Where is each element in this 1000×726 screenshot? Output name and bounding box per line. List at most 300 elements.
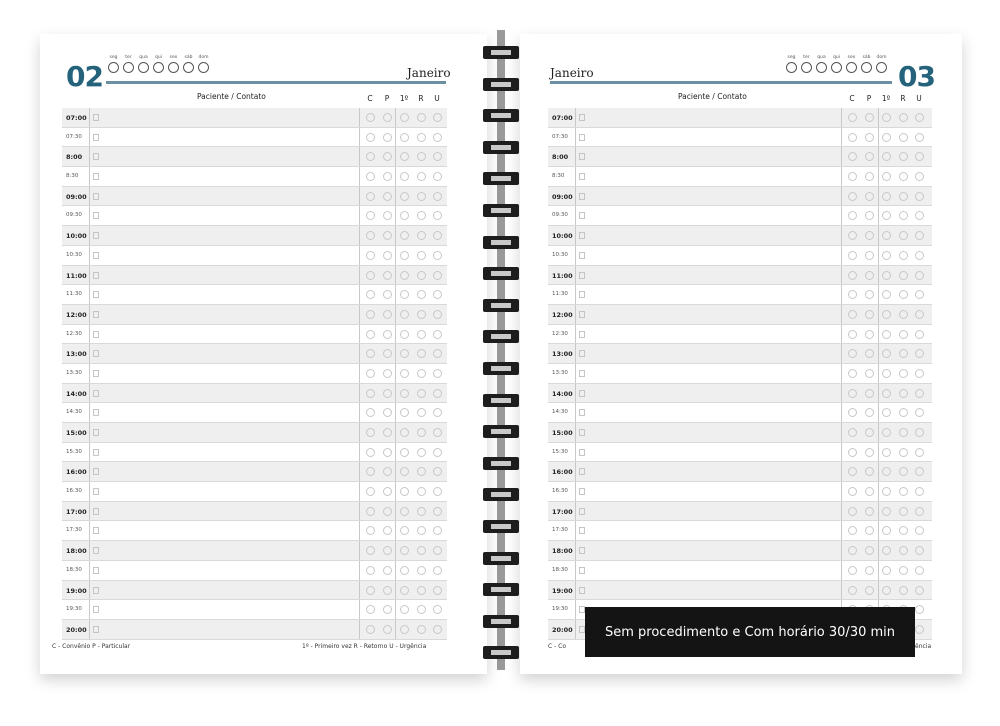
option-circle[interactable] xyxy=(865,211,874,220)
option-circle[interactable] xyxy=(433,290,442,299)
time-slot-row[interactable] xyxy=(548,403,932,423)
option-circle[interactable] xyxy=(865,408,874,417)
weekday-option[interactable] xyxy=(167,54,180,73)
patient-checkbox[interactable] xyxy=(579,232,585,239)
option-circle[interactable] xyxy=(366,231,375,240)
option-circle[interactable] xyxy=(865,526,874,535)
option-circle[interactable] xyxy=(417,566,426,575)
option-circle[interactable] xyxy=(417,211,426,220)
patient-checkbox[interactable] xyxy=(579,409,585,416)
option-circle[interactable] xyxy=(882,349,891,358)
option-circle[interactable] xyxy=(417,428,426,437)
weekday-option[interactable] xyxy=(845,54,858,73)
option-circle[interactable] xyxy=(433,566,442,575)
time-slot-row[interactable] xyxy=(62,167,447,187)
option-circle[interactable] xyxy=(848,428,857,437)
patient-checkbox[interactable] xyxy=(579,429,585,436)
option-circle[interactable] xyxy=(366,113,375,122)
weekday-option[interactable] xyxy=(830,54,843,73)
option-circle[interactable] xyxy=(366,467,375,476)
option-circle[interactable] xyxy=(383,271,392,280)
option-circle[interactable] xyxy=(865,546,874,555)
patient-checkbox[interactable] xyxy=(579,508,585,515)
option-circle[interactable] xyxy=(433,133,442,142)
option-circle[interactable] xyxy=(915,290,924,299)
option-circle[interactable] xyxy=(383,389,392,398)
patient-checkbox[interactable] xyxy=(579,547,585,554)
time-slot-row[interactable] xyxy=(62,344,447,364)
option-circle[interactable] xyxy=(433,408,442,417)
patient-checkbox[interactable] xyxy=(579,291,585,298)
option-circle[interactable] xyxy=(899,152,908,161)
option-circle[interactable] xyxy=(417,271,426,280)
option-circle[interactable] xyxy=(417,192,426,201)
weekday-circle[interactable] xyxy=(108,62,119,73)
option-circle[interactable] xyxy=(383,507,392,516)
option-circle[interactable] xyxy=(865,330,874,339)
time-slot-row[interactable] xyxy=(548,443,932,463)
option-circle[interactable] xyxy=(417,369,426,378)
option-circle[interactable] xyxy=(366,605,375,614)
option-circle[interactable] xyxy=(848,467,857,476)
option-circle[interactable] xyxy=(865,113,874,122)
option-circle[interactable] xyxy=(882,251,891,260)
time-slot-row[interactable] xyxy=(62,482,447,502)
time-slot-row[interactable] xyxy=(548,482,932,502)
option-circle[interactable] xyxy=(383,448,392,457)
time-slot-row[interactable] xyxy=(62,384,447,404)
option-circle[interactable] xyxy=(433,330,442,339)
patient-checkbox[interactable] xyxy=(579,212,585,219)
option-circle[interactable] xyxy=(882,389,891,398)
option-circle[interactable] xyxy=(848,448,857,457)
option-circle[interactable] xyxy=(899,330,908,339)
time-slot-row[interactable] xyxy=(62,521,447,541)
option-circle[interactable] xyxy=(899,428,908,437)
time-slot-row[interactable] xyxy=(548,462,932,482)
option-circle[interactable] xyxy=(848,192,857,201)
option-circle[interactable] xyxy=(915,625,924,634)
option-circle[interactable] xyxy=(383,408,392,417)
option-circle[interactable] xyxy=(366,408,375,417)
patient-checkbox[interactable] xyxy=(93,587,99,594)
option-circle[interactable] xyxy=(366,211,375,220)
option-circle[interactable] xyxy=(433,310,442,319)
time-slot-row[interactable] xyxy=(62,443,447,463)
patient-checkbox[interactable] xyxy=(93,606,99,613)
time-slot-row[interactable] xyxy=(548,364,932,384)
option-circle[interactable] xyxy=(848,251,857,260)
option-circle[interactable] xyxy=(366,310,375,319)
option-circle[interactable] xyxy=(899,369,908,378)
patient-checkbox[interactable] xyxy=(93,449,99,456)
time-slot-row[interactable] xyxy=(548,344,932,364)
option-circle[interactable] xyxy=(400,113,409,122)
option-circle[interactable] xyxy=(417,408,426,417)
patient-checkbox[interactable] xyxy=(93,153,99,160)
option-circle[interactable] xyxy=(366,625,375,634)
patient-checkbox[interactable] xyxy=(93,409,99,416)
time-slot-row[interactable] xyxy=(548,502,932,522)
option-circle[interactable] xyxy=(915,133,924,142)
option-circle[interactable] xyxy=(433,605,442,614)
option-circle[interactable] xyxy=(400,211,409,220)
time-slot-row[interactable] xyxy=(62,581,447,601)
option-circle[interactable] xyxy=(848,349,857,358)
option-circle[interactable] xyxy=(882,526,891,535)
option-circle[interactable] xyxy=(848,231,857,240)
option-circle[interactable] xyxy=(433,625,442,634)
time-slot-row[interactable] xyxy=(548,246,932,266)
option-circle[interactable] xyxy=(882,271,891,280)
weekday-option[interactable] xyxy=(800,54,813,73)
option-circle[interactable] xyxy=(400,152,409,161)
option-circle[interactable] xyxy=(383,113,392,122)
option-circle[interactable] xyxy=(433,448,442,457)
option-circle[interactable] xyxy=(400,133,409,142)
option-circle[interactable] xyxy=(848,389,857,398)
option-circle[interactable] xyxy=(366,271,375,280)
option-circle[interactable] xyxy=(882,152,891,161)
option-circle[interactable] xyxy=(417,330,426,339)
weekday-circle[interactable] xyxy=(168,62,179,73)
option-circle[interactable] xyxy=(865,507,874,516)
time-slot-row[interactable] xyxy=(548,541,932,561)
option-circle[interactable] xyxy=(848,526,857,535)
option-circle[interactable] xyxy=(899,507,908,516)
option-circle[interactable] xyxy=(433,526,442,535)
option-circle[interactable] xyxy=(915,487,924,496)
option-circle[interactable] xyxy=(865,349,874,358)
option-circle[interactable] xyxy=(400,507,409,516)
patient-checkbox[interactable] xyxy=(579,272,585,279)
option-circle[interactable] xyxy=(383,310,392,319)
patient-checkbox[interactable] xyxy=(93,547,99,554)
weekday-circle[interactable] xyxy=(183,62,194,73)
option-circle[interactable] xyxy=(366,172,375,181)
patient-checkbox[interactable] xyxy=(579,390,585,397)
option-circle[interactable] xyxy=(433,369,442,378)
option-circle[interactable] xyxy=(865,487,874,496)
option-circle[interactable] xyxy=(400,192,409,201)
option-circle[interactable] xyxy=(417,310,426,319)
option-circle[interactable] xyxy=(848,152,857,161)
option-circle[interactable] xyxy=(899,290,908,299)
option-circle[interactable] xyxy=(433,487,442,496)
patient-checkbox[interactable] xyxy=(93,212,99,219)
option-circle[interactable] xyxy=(366,192,375,201)
option-circle[interactable] xyxy=(383,211,392,220)
patient-checkbox[interactable] xyxy=(579,153,585,160)
weekday-circle[interactable] xyxy=(198,62,209,73)
time-slot-row[interactable] xyxy=(62,620,447,640)
option-circle[interactable] xyxy=(915,192,924,201)
patient-checkbox[interactable] xyxy=(579,173,585,180)
option-circle[interactable] xyxy=(366,389,375,398)
option-circle[interactable] xyxy=(400,487,409,496)
option-circle[interactable] xyxy=(433,192,442,201)
option-circle[interactable] xyxy=(882,172,891,181)
option-circle[interactable] xyxy=(433,389,442,398)
option-circle[interactable] xyxy=(882,133,891,142)
time-slot-row[interactable] xyxy=(548,384,932,404)
option-circle[interactable] xyxy=(865,448,874,457)
time-slot-row[interactable] xyxy=(62,462,447,482)
option-circle[interactable] xyxy=(433,251,442,260)
option-circle[interactable] xyxy=(899,467,908,476)
option-circle[interactable] xyxy=(899,586,908,595)
time-slot-row[interactable] xyxy=(62,226,447,246)
time-slot-row[interactable] xyxy=(548,147,932,167)
option-circle[interactable] xyxy=(383,467,392,476)
option-circle[interactable] xyxy=(383,290,392,299)
option-circle[interactable] xyxy=(865,251,874,260)
option-circle[interactable] xyxy=(882,487,891,496)
option-circle[interactable] xyxy=(899,566,908,575)
option-circle[interactable] xyxy=(848,507,857,516)
weekday-option[interactable] xyxy=(182,54,195,73)
weekday-circle[interactable] xyxy=(123,62,134,73)
option-circle[interactable] xyxy=(882,113,891,122)
option-circle[interactable] xyxy=(915,526,924,535)
option-circle[interactable] xyxy=(383,192,392,201)
option-circle[interactable] xyxy=(848,310,857,319)
time-slot-row[interactable] xyxy=(62,285,447,305)
option-circle[interactable] xyxy=(899,211,908,220)
option-circle[interactable] xyxy=(400,389,409,398)
weekday-circle[interactable] xyxy=(846,62,857,73)
option-circle[interactable] xyxy=(383,487,392,496)
option-circle[interactable] xyxy=(915,369,924,378)
time-slot-row[interactable] xyxy=(62,403,447,423)
time-slot-row[interactable] xyxy=(548,305,932,325)
patient-checkbox[interactable] xyxy=(579,331,585,338)
option-circle[interactable] xyxy=(433,507,442,516)
time-slot-row[interactable] xyxy=(62,502,447,522)
option-circle[interactable] xyxy=(882,467,891,476)
option-circle[interactable] xyxy=(848,408,857,417)
time-slot-row[interactable] xyxy=(548,521,932,541)
weekday-option[interactable] xyxy=(122,54,135,73)
option-circle[interactable] xyxy=(433,231,442,240)
option-circle[interactable] xyxy=(417,152,426,161)
option-circle[interactable] xyxy=(383,172,392,181)
weekday-option[interactable] xyxy=(860,54,873,73)
option-circle[interactable] xyxy=(865,389,874,398)
time-slot-row[interactable] xyxy=(62,128,447,148)
option-circle[interactable] xyxy=(366,251,375,260)
patient-checkbox[interactable] xyxy=(579,193,585,200)
option-circle[interactable] xyxy=(400,546,409,555)
patient-checkbox[interactable] xyxy=(93,252,99,259)
option-circle[interactable] xyxy=(400,231,409,240)
weekday-circle[interactable] xyxy=(861,62,872,73)
option-circle[interactable] xyxy=(383,231,392,240)
patient-checkbox[interactable] xyxy=(93,567,99,574)
option-circle[interactable] xyxy=(915,586,924,595)
option-circle[interactable] xyxy=(899,133,908,142)
option-circle[interactable] xyxy=(417,507,426,516)
option-circle[interactable] xyxy=(417,467,426,476)
option-circle[interactable] xyxy=(400,330,409,339)
option-circle[interactable] xyxy=(400,586,409,595)
option-circle[interactable] xyxy=(400,467,409,476)
patient-checkbox[interactable] xyxy=(93,291,99,298)
time-slot-row[interactable] xyxy=(548,128,932,148)
time-slot-row[interactable] xyxy=(548,266,932,286)
patient-checkbox[interactable] xyxy=(579,114,585,121)
time-slot-row[interactable] xyxy=(548,423,932,443)
weekday-option[interactable] xyxy=(152,54,165,73)
patient-checkbox[interactable] xyxy=(93,350,99,357)
option-circle[interactable] xyxy=(865,192,874,201)
option-circle[interactable] xyxy=(366,586,375,595)
patient-checkbox[interactable] xyxy=(93,370,99,377)
weekday-circle[interactable] xyxy=(801,62,812,73)
time-slot-row[interactable] xyxy=(548,226,932,246)
patient-checkbox[interactable] xyxy=(93,134,99,141)
option-circle[interactable] xyxy=(848,487,857,496)
time-slot-row[interactable] xyxy=(62,206,447,226)
option-circle[interactable] xyxy=(383,625,392,634)
option-circle[interactable] xyxy=(417,448,426,457)
time-slot-row[interactable] xyxy=(548,187,932,207)
option-circle[interactable] xyxy=(433,152,442,161)
option-circle[interactable] xyxy=(865,231,874,240)
patient-checkbox[interactable] xyxy=(579,488,585,495)
option-circle[interactable] xyxy=(366,152,375,161)
option-circle[interactable] xyxy=(433,172,442,181)
option-circle[interactable] xyxy=(433,467,442,476)
option-circle[interactable] xyxy=(915,467,924,476)
option-circle[interactable] xyxy=(366,526,375,535)
option-circle[interactable] xyxy=(433,211,442,220)
option-circle[interactable] xyxy=(400,172,409,181)
option-circle[interactable] xyxy=(400,566,409,575)
time-slot-row[interactable] xyxy=(62,364,447,384)
time-slot-row[interactable] xyxy=(62,541,447,561)
patient-checkbox[interactable] xyxy=(93,232,99,239)
time-slot-row[interactable] xyxy=(62,187,447,207)
option-circle[interactable] xyxy=(366,349,375,358)
patient-checkbox[interactable] xyxy=(93,331,99,338)
option-circle[interactable] xyxy=(366,566,375,575)
option-circle[interactable] xyxy=(433,113,442,122)
option-circle[interactable] xyxy=(882,290,891,299)
option-circle[interactable] xyxy=(915,448,924,457)
time-slot-row[interactable] xyxy=(548,167,932,187)
option-circle[interactable] xyxy=(865,428,874,437)
option-circle[interactable] xyxy=(882,546,891,555)
time-slot-row[interactable] xyxy=(548,561,932,581)
option-circle[interactable] xyxy=(433,546,442,555)
option-circle[interactable] xyxy=(915,172,924,181)
option-circle[interactable] xyxy=(915,349,924,358)
option-circle[interactable] xyxy=(433,586,442,595)
option-circle[interactable] xyxy=(882,369,891,378)
option-circle[interactable] xyxy=(899,448,908,457)
option-circle[interactable] xyxy=(400,625,409,634)
option-circle[interactable] xyxy=(882,448,891,457)
patient-checkbox[interactable] xyxy=(93,272,99,279)
option-circle[interactable] xyxy=(848,586,857,595)
option-circle[interactable] xyxy=(899,113,908,122)
option-circle[interactable] xyxy=(915,428,924,437)
time-slot-row[interactable] xyxy=(62,266,447,286)
option-circle[interactable] xyxy=(400,271,409,280)
option-circle[interactable] xyxy=(417,231,426,240)
patient-checkbox[interactable] xyxy=(93,488,99,495)
option-circle[interactable] xyxy=(915,113,924,122)
patient-checkbox[interactable] xyxy=(93,193,99,200)
patient-checkbox[interactable] xyxy=(93,311,99,318)
option-circle[interactable] xyxy=(899,546,908,555)
weekday-circle[interactable] xyxy=(876,62,887,73)
option-circle[interactable] xyxy=(383,133,392,142)
time-slot-row[interactable] xyxy=(62,108,447,128)
option-circle[interactable] xyxy=(400,408,409,417)
option-circle[interactable] xyxy=(417,349,426,358)
option-circle[interactable] xyxy=(882,566,891,575)
time-slot-row[interactable] xyxy=(548,108,932,128)
option-circle[interactable] xyxy=(400,310,409,319)
patient-checkbox[interactable] xyxy=(579,350,585,357)
option-circle[interactable] xyxy=(899,408,908,417)
option-circle[interactable] xyxy=(865,586,874,595)
option-circle[interactable] xyxy=(848,133,857,142)
option-circle[interactable] xyxy=(383,605,392,614)
option-circle[interactable] xyxy=(366,546,375,555)
option-circle[interactable] xyxy=(882,408,891,417)
option-circle[interactable] xyxy=(865,172,874,181)
option-circle[interactable] xyxy=(915,566,924,575)
option-circle[interactable] xyxy=(882,310,891,319)
patient-checkbox[interactable] xyxy=(93,390,99,397)
option-circle[interactable] xyxy=(915,330,924,339)
patient-checkbox[interactable] xyxy=(93,508,99,515)
weekday-option[interactable] xyxy=(815,54,828,73)
option-circle[interactable] xyxy=(915,546,924,555)
option-circle[interactable] xyxy=(848,546,857,555)
option-circle[interactable] xyxy=(882,428,891,437)
option-circle[interactable] xyxy=(848,566,857,575)
weekday-circle[interactable] xyxy=(831,62,842,73)
option-circle[interactable] xyxy=(417,526,426,535)
option-circle[interactable] xyxy=(417,546,426,555)
option-circle[interactable] xyxy=(366,507,375,516)
option-circle[interactable] xyxy=(899,172,908,181)
option-circle[interactable] xyxy=(848,211,857,220)
time-slot-row[interactable] xyxy=(62,246,447,266)
weekday-option[interactable] xyxy=(137,54,150,73)
time-slot-row[interactable] xyxy=(62,305,447,325)
weekday-option[interactable] xyxy=(107,54,120,73)
option-circle[interactable] xyxy=(915,310,924,319)
patient-checkbox[interactable] xyxy=(93,429,99,436)
option-circle[interactable] xyxy=(433,349,442,358)
weekday-option[interactable] xyxy=(875,54,888,73)
option-circle[interactable] xyxy=(882,330,891,339)
option-circle[interactable] xyxy=(865,310,874,319)
option-circle[interactable] xyxy=(848,290,857,299)
patient-checkbox[interactable] xyxy=(579,370,585,377)
option-circle[interactable] xyxy=(848,172,857,181)
option-circle[interactable] xyxy=(915,152,924,161)
time-slot-row[interactable] xyxy=(62,325,447,345)
option-circle[interactable] xyxy=(915,605,924,614)
option-circle[interactable] xyxy=(899,192,908,201)
option-circle[interactable] xyxy=(400,526,409,535)
